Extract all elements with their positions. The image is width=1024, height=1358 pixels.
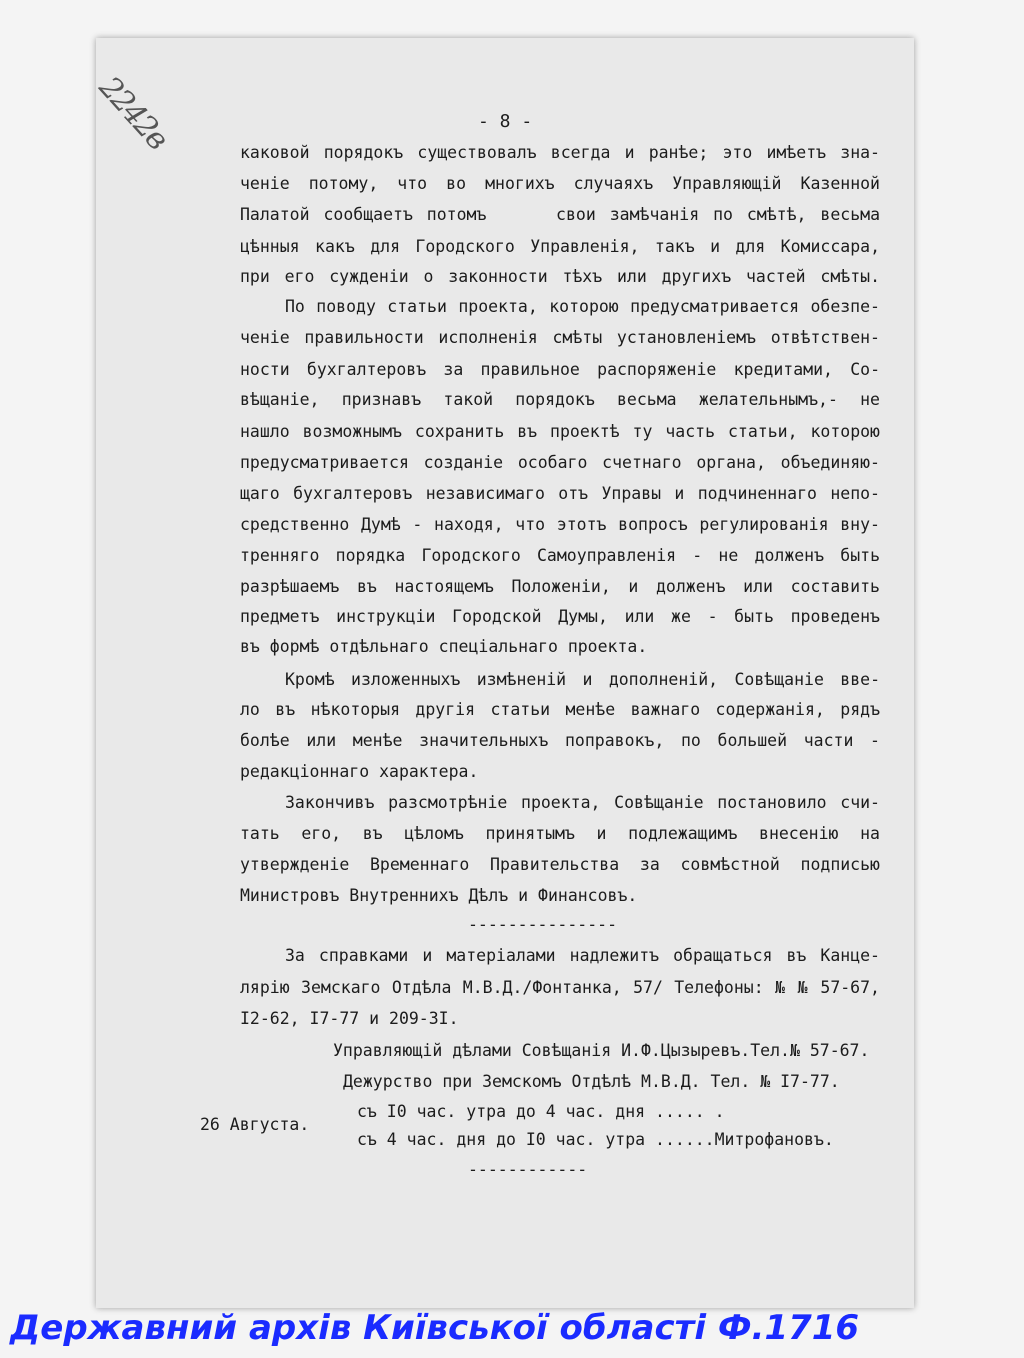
text-line: щаго бухгалтеровъ независимаго отъ Управы и подчиненнаго непо- bbox=[240, 484, 880, 503]
text-line: вѣщаніе, признавъ такой порядокъ весьма желательнымъ,- не bbox=[240, 390, 880, 409]
text-line: I2-62, I7-77 и 209-3I. bbox=[240, 1009, 459, 1028]
text-line: цѣнныя какъ для Городского Управленія, такъ и для Комиссара, bbox=[240, 237, 880, 256]
text-line: редакціоннаго характера. bbox=[240, 762, 479, 781]
text-line: Закончивъ разсмотрѣніе проекта, Совѣщаніе постановило счи- bbox=[285, 793, 880, 812]
text-line: при его сужденіи о законности тѣхъ или другихъ частей смѣты. bbox=[240, 267, 880, 286]
text-line: По поводу статьи проекта, которою предусматривается обезпе- bbox=[285, 297, 880, 316]
text-line: ченіе потому, что во многихъ случаяхъ Управляющій Казенной bbox=[240, 174, 880, 193]
shift-line: съ I0 час. утра до 4 час. дня ..... . bbox=[357, 1102, 725, 1121]
page-number: - 8 - bbox=[478, 111, 533, 132]
text-line: ченіе правильности исполненія смѣты установленіемъ отвѣтствен- bbox=[240, 328, 880, 347]
separator-line: --------------- bbox=[468, 915, 618, 934]
text-line: болѣе или менѣе значительныхъ поправокъ, по большей части - bbox=[240, 731, 880, 750]
text-line: Палатой сообщаетъ потомъ свои замѣчанія по смѣтѣ, весьма bbox=[240, 205, 880, 224]
manager-line: Управляющій дѣлами Совѣщанія И.Ф.Цызыревъ.Тел.№ 57-67. bbox=[333, 1041, 870, 1060]
text-line: лярію Земскаго Отдѣла М.В.Д./Фонтанка, 57/ Телефоны: № № 57-67, bbox=[240, 978, 880, 997]
text-line: ности бухгалтеровъ за правильное распоряженіе кредитами, Со- bbox=[240, 360, 880, 379]
text-line: предусматривается созданіе особаго счетнаго органа, объединяю- bbox=[240, 453, 880, 472]
text-line: предметъ инструкціи Городской Думы, или же - быть проведенъ bbox=[240, 607, 880, 626]
text-line: тать его, въ цѣломъ принятымъ и подлежащимъ внесенію на bbox=[240, 824, 880, 843]
separator-line: ------------ bbox=[468, 1160, 588, 1179]
duty-line: Дежурство при Земскомъ Отдѣлѣ М.В.Д. Тел. № I7-77. bbox=[343, 1072, 840, 1091]
shift-line: съ 4 час. дня до I0 час. утра ......Митрофановъ. bbox=[357, 1130, 834, 1149]
text-line: тренняго порядка Городского Самоуправленія - не долженъ быть bbox=[240, 546, 880, 565]
text-line: утвержденіе Временнаго Правительства за совмѣстной подписью bbox=[240, 855, 880, 874]
text-line: нашло возможнымъ сохранить въ проектѣ ту часть статьи, которою bbox=[240, 422, 880, 441]
text-line: ло въ нѣкоторыя другія статьи менѣе важнаго содержанія, рядъ bbox=[240, 700, 880, 719]
text-line: За справками и матеріалами надлежитъ обращаться въ Канце- bbox=[285, 946, 880, 965]
archive-watermark: Державний архів Київської області Ф.1716 bbox=[10, 1308, 860, 1348]
text-line: разрѣшаемъ въ настоящемъ Положеніи, и долженъ или составить bbox=[240, 577, 880, 596]
handwritten-archive-number: 2242в bbox=[91, 70, 175, 156]
text-line: средственно Думѣ - находя, что этотъ вопросъ регулированія вну- bbox=[240, 515, 880, 534]
date: 26 Августа. bbox=[200, 1115, 310, 1134]
text-line: Министровъ Внутреннихъ Дѣлъ и Финансовъ. bbox=[240, 886, 638, 905]
text-line: каковой порядокъ существовалъ всегда и ранѣе; это имѣетъ зна- bbox=[240, 143, 880, 162]
text-line: въ формѣ отдѣльнаго спеціальнаго проекта. bbox=[240, 637, 648, 656]
text-line: Кромѣ изложенныхъ измѣненій и дополненій, Совѣщаніе вве- bbox=[285, 670, 880, 689]
